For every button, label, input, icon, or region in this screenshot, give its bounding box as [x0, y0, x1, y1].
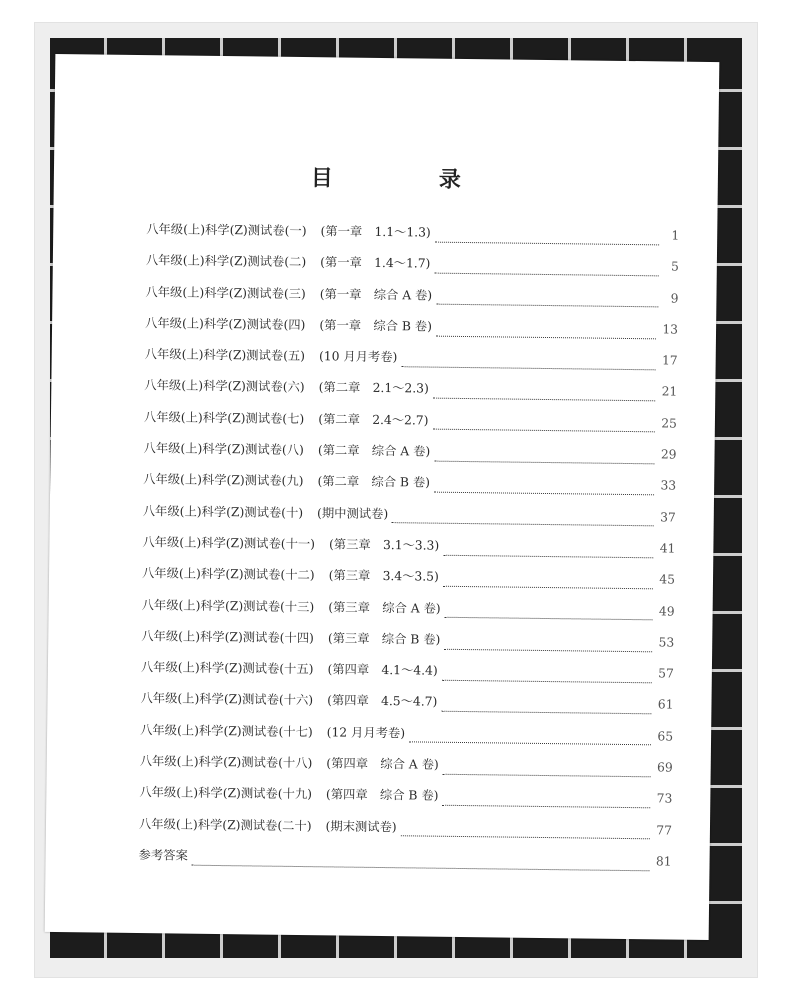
- toc-entry-note: (12 月月考卷): [326, 725, 406, 741]
- toc-entry-note: (第三章 综合 A 卷): [328, 599, 441, 616]
- dot-leader: [444, 647, 652, 652]
- toc-entry-title: 八年级(上)科学(Z)测试卷(十四): [141, 628, 314, 646]
- toc-entry-title: 八年级(上)科学(Z)测试卷(二): [145, 253, 307, 270]
- toc-entry-note: (第一章 1.4～1.7): [320, 255, 431, 271]
- toc-entry-title: 八年级(上)科学(Z)测试卷(十六): [140, 691, 314, 708]
- dot-leader: [441, 710, 652, 715]
- toc-entry-title: 八年级(上)科学(Z)测试卷(一): [146, 222, 307, 239]
- toc-entry-title: 八年级(上)科学(Z)测试卷(十九): [139, 785, 313, 802]
- dot-leader: [443, 772, 651, 777]
- dot-leader: [392, 521, 654, 526]
- toc-entry-page-number: 49: [658, 603, 675, 619]
- toc-entry-page-number: 37: [660, 510, 676, 525]
- toc-entry-note: (第四章 4.5～4.7): [327, 693, 438, 710]
- toc-entry-title: 八年级(上)科学(Z)测试卷(七): [143, 409, 305, 426]
- toc-entry-page-number: 81: [655, 854, 672, 869]
- toc-entry-title: 八年级(上)科学(Z)测试卷(二十): [138, 816, 312, 833]
- dot-leader: [442, 804, 650, 809]
- toc-entry-note: (第一章 综合 B 卷): [319, 318, 433, 334]
- dot-leader: [432, 428, 655, 433]
- toc-entry-page-number: 5: [670, 259, 679, 274]
- toc-page-sheet: [45, 54, 720, 940]
- toc-entry-note: (第一章 综合 A 卷): [319, 286, 433, 303]
- toc-entry-page-number: 29: [660, 447, 677, 462]
- toc-entry-page-number: 45: [659, 572, 676, 587]
- toc-entry-note: (第三章 3.4～3.5): [328, 568, 439, 584]
- toc-entry-title: 八年级(上)科学(Z)测试卷(四): [145, 315, 306, 332]
- dot-leader: [401, 835, 651, 840]
- toc-entry[interactable]: [138, 845, 671, 883]
- toc-entry-page-number: 65: [657, 729, 674, 744]
- toc-entry-note: (第四章 综合 A 卷): [326, 756, 439, 772]
- toc-entry-note: (期中测试卷): [317, 505, 389, 521]
- toc-entry-title: 参考答案: [138, 847, 188, 863]
- toc-entry-title: 八年级(上)科学(Z)测试卷(十三): [141, 597, 315, 614]
- toc-entry-note: (第一章 1.1～1.3): [320, 224, 431, 240]
- toc-entry-note: (第三章 综合 B 卷): [327, 631, 441, 647]
- toc-entry-page-number: 1: [671, 228, 680, 243]
- toc-entry-note: (第二章 综合 B 卷): [317, 474, 431, 490]
- dot-leader: [435, 240, 659, 245]
- toc-entry-page-number: 69: [656, 760, 673, 775]
- toc-entry-page-number: 25: [661, 416, 678, 431]
- dot-leader: [434, 491, 655, 496]
- toc-entry-title: 八年级(上)科学(Z)测试卷(十): [142, 503, 304, 520]
- toc-entry-page-number: 77: [656, 823, 673, 838]
- toc-entry-title: 八年级(上)科学(Z)测试卷(三): [145, 284, 306, 301]
- dot-leader: [443, 585, 654, 590]
- dot-leader: [443, 553, 654, 558]
- dot-leader: [434, 459, 655, 464]
- toc-entry-page-number: 41: [659, 541, 676, 556]
- toc-entry-title: 八年级(上)科学(Z)测试卷(十二): [141, 566, 315, 583]
- dot-leader: [409, 741, 651, 746]
- dot-leader: [401, 365, 656, 370]
- dot-leader: [434, 272, 658, 277]
- dot-leader: [442, 679, 653, 684]
- toc-entry-page-number: 53: [658, 635, 675, 650]
- toc-entry-title: 八年级(上)科学(Z)测试卷(十一): [142, 535, 316, 552]
- toc-entry-page-number: 61: [657, 697, 674, 713]
- toc-entry-note: (第二章 2.1～2.3): [318, 380, 429, 397]
- toc-entry-page-number: 21: [661, 384, 678, 400]
- toc-list: [138, 219, 679, 883]
- toc-entry-title: 八年级(上)科学(Z)测试卷(十七): [140, 722, 313, 739]
- dot-leader: [436, 334, 657, 339]
- toc-entry-note: (第四章 4.1～4.4): [327, 662, 438, 678]
- toc-entry-note: (第三章 3.1～3.3): [328, 537, 440, 553]
- toc-title: 目 录: [310, 165, 504, 194]
- dot-leader: [436, 303, 658, 308]
- toc-entry-note: (期末测试卷): [325, 818, 397, 834]
- toc-entry-note: (第二章 综合 A 卷): [317, 443, 431, 459]
- dot-leader: [433, 397, 656, 402]
- toc-entry-title: 八年级(上)科学(Z)测试卷(九): [143, 472, 304, 489]
- toc-entry-note: (第四章 综合 B 卷): [325, 787, 439, 804]
- toc-entry-page-number: 13: [662, 322, 679, 337]
- dot-leader: [445, 616, 653, 621]
- toc-entry-title: 八年级(上)科学(Z)测试卷(五): [144, 347, 306, 364]
- toc-entry-title: 八年级(上)科学(Z)测试卷(八): [143, 441, 304, 458]
- toc-entry-title: 八年级(上)科学(Z)测试卷(十五): [140, 660, 314, 677]
- dot-leader: [192, 863, 650, 871]
- toc-entry-page-number: 9: [670, 291, 679, 306]
- toc-entry-title: 八年级(上)科学(Z)测试卷(六): [144, 378, 305, 395]
- toc-entry-page-number: 57: [658, 666, 674, 681]
- toc-entry-page-number: 33: [660, 478, 677, 493]
- toc-entry-title: 八年级(上)科学(Z)测试卷(十八): [139, 754, 313, 771]
- toc-entry-page-number: 73: [656, 791, 673, 806]
- toc-entry-page-number: 17: [661, 353, 678, 368]
- toc-entry-note: (第二章 2.4～2.7): [318, 411, 429, 428]
- toc-entry-note: (10 月月考卷): [318, 349, 398, 365]
